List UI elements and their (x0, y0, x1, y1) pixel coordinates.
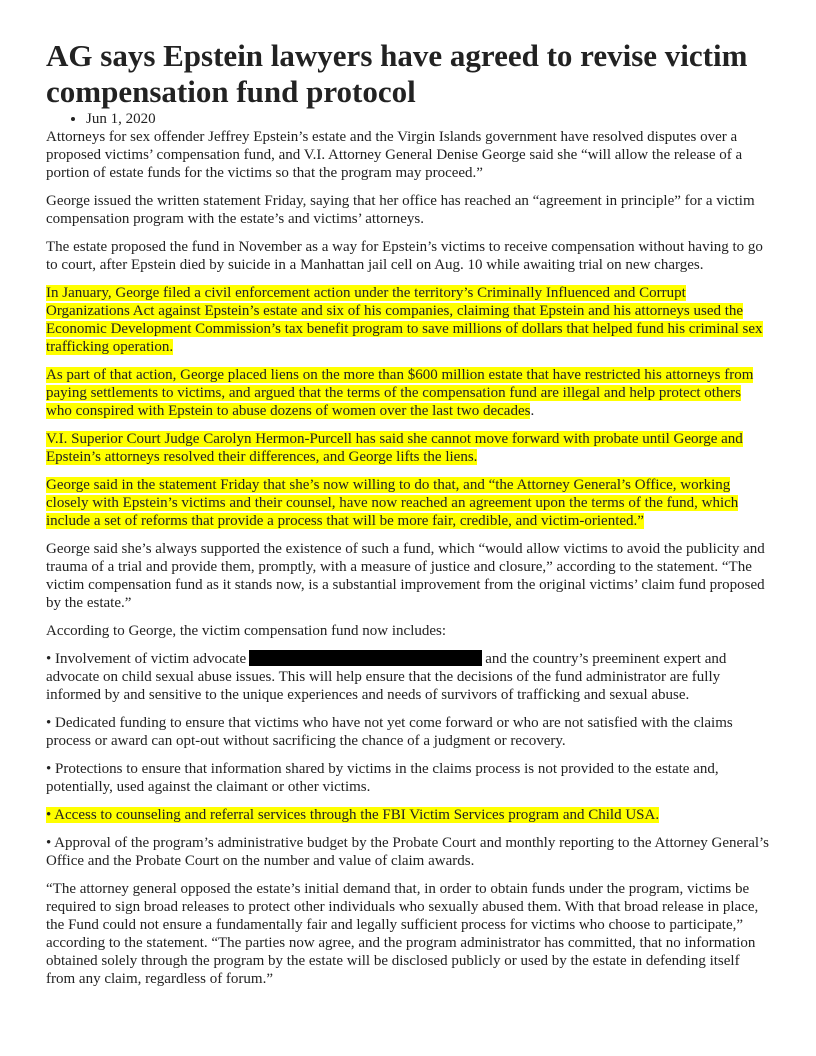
highlight: V.I. Superior Court Judge Carolyn Hermon-Purcell has said she cannot move forward with probate until George and Epstein’s attorneys resolved their differences, and George lifts the liens. (46, 431, 743, 465)
bullet-funding: • Dedicated funding to ensure that victims who have not yet come forward or who are not satisfied with the claims process or award can opt-out without sacrificing the chance of a judgment or recovery. (46, 715, 733, 749)
paragraph-statement: George issued the written statement Friday, saying that her office has reached an “agreement in principle” for a victim compensation program with the estate’s and victims’ attorneys. (46, 193, 755, 227)
paragraph-judge (46, 430, 770, 466)
paragraph-civil-action (46, 284, 770, 356)
bullet-advocate (46, 650, 770, 704)
paragraph-intro: Attorneys for sex offender Jeffrey Epstein’s estate and the Virgin Islands government have resolved disputes over a proposed victims’ compensation fund, and V.I. Attorney General Denise George said she “will allow the release of a portion of estate funds for the victims so that the program may proceed.” (46, 129, 743, 181)
publish-date: • Jun 1, 2020 (86, 110, 770, 128)
bullet-advocate-end: and the country’s preeminent expert and advocate on child sexual abuse issues. This will help ensure that the decisions of the fund administrator are fully informed by and sensitive to the unique experiences and needs of survivors of trafficking and sexual abuse. (46, 651, 727, 703)
paragraph-liens (46, 366, 770, 420)
bullet-advocate-start: • Involvement of victim advocate (46, 651, 247, 667)
highlight: George said in the statement Friday that she’s now willing to do that, and “the Attorney General’s Office, working closely with Epstein’s victims and their counsel, have now reached an agreement upon the terms of the fund, which include a set of reforms that provide a process that will be more fair, credible, and victim-oriented.” (46, 477, 739, 529)
paragraph-estate-proposal: The estate proposed the fund in November as a way for Epstein’s victims to receive compensation without having to go to court, after Epstein died by suicide in a Manhattan jail cell on Aug. 10 while awaiting trial on new charges. (46, 239, 763, 273)
bullet-protections: • Protections to ensure that information shared by victims in the claims process is not provided to the estate and, potentially, used against the claimant or other victims. (46, 761, 719, 795)
article (46, 38, 770, 998)
bullet-counseling (46, 806, 770, 824)
paragraph-includes: According to George, the victim compensation fund now includes: (46, 623, 447, 639)
article-title: AG says Epstein lawyers have agreed to revise victim compensation fund protocol (46, 38, 748, 109)
redaction-block (249, 650, 482, 666)
highlight: As part of that action, George placed liens on the more than $600 million estate that have restricted his attorneys from paying settlements to victims, and argued that the terms of the compensation fund are illegal and help protect others who conspired with Epstein to abuse dozens of women over the last two decades (46, 367, 754, 419)
highlight: • Access to counseling and referral services through the FBI Victim Services program and Child USA. (46, 807, 660, 823)
paragraph-closing: “The attorney general opposed the estate’s initial demand that, in order to obtain funds under the program, victims be required to sign broad releases to protect other individuals who sexually abused them. With that broad release in place, the Fund could not ensure a fundamentally fair and legally sufficient process for victims who choose to participate,” according to the statement. “The parties now agree, and the program administrator has committed, that no information obtained solely through the program by the estate will be disclosed publicly or used by the estate in defending itself from any claim, regardless of forum.” (46, 881, 759, 987)
paragraph-agreement (46, 476, 770, 530)
period: . (530, 403, 535, 419)
paragraph-support: George said she’s always supported the existence of such a fund, which “would allow victims to avoid the publicity and trauma of a trial and provide them, promptly, with a measure of justice and closure,” according to the statement. “The victim compensation fund as it stands now, is a substantial improvement from the original victims’ claim fund proposed by the estate.” (46, 541, 765, 611)
article-meta (46, 110, 770, 128)
bullet-approval: • Approval of the program’s administrative budget by the Probate Court and monthly reporting to the Attorney General’s Office and the Probate Court on the number and value of claim awards. (46, 835, 770, 869)
highlight: In January, George filed a civil enforcement action under the territory’s Criminally Influenced and Corrupt Organizations Act against Epstein’s estate and six of his companies, claiming that Epstein and his attorneys used the Economic Development Commission’s tax benefit program to save millions of dollars that helped fund his criminal sex trafficking operation. (46, 285, 763, 355)
